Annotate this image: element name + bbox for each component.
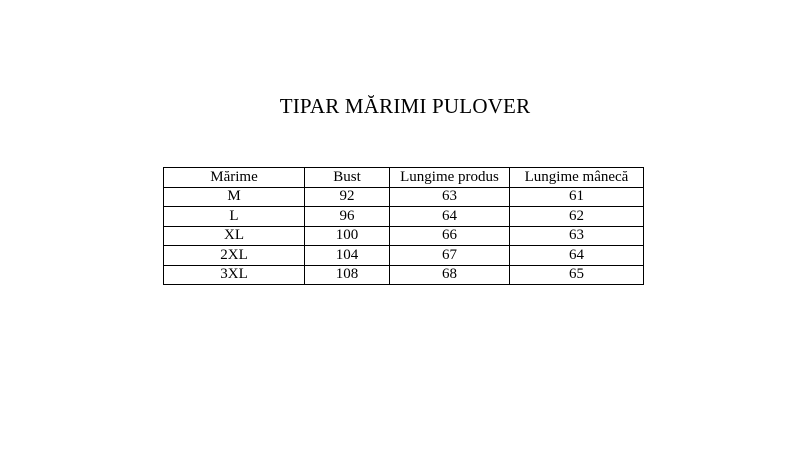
cell-size: 3XL [164,265,305,285]
cell-bust: 100 [305,226,390,246]
cell-product-length: 68 [390,265,510,285]
cell-bust: 92 [305,187,390,207]
cell-product-length: 66 [390,226,510,246]
table-row [164,265,644,285]
header-size: Mărime [164,168,305,188]
table-row [164,246,644,266]
header-bust: Bust [305,168,390,188]
cell-bust: 108 [305,265,390,285]
cell-size: M [164,187,305,207]
table-row [164,226,644,246]
cell-sleeve-length: 62 [510,207,644,227]
size-chart-table [163,167,644,285]
header-product-length: Lungime produs [390,168,510,188]
table-row [164,187,644,207]
cell-product-length: 67 [390,246,510,266]
table-header-row [164,168,644,188]
cell-sleeve-length: 64 [510,246,644,266]
cell-sleeve-length: 65 [510,265,644,285]
cell-sleeve-length: 63 [510,226,644,246]
table-row [164,207,644,227]
cell-size: XL [164,226,305,246]
cell-product-length: 63 [390,187,510,207]
cell-bust: 96 [305,207,390,227]
page-title: TIPAR MĂRIMI PULOVER [279,94,531,118]
header-sleeve-length: Lungime mânecă [510,168,644,188]
cell-size: 2XL [164,246,305,266]
cell-product-length: 64 [390,207,510,227]
cell-size: L [164,207,305,227]
cell-sleeve-length: 61 [510,187,644,207]
cell-bust: 104 [305,246,390,266]
